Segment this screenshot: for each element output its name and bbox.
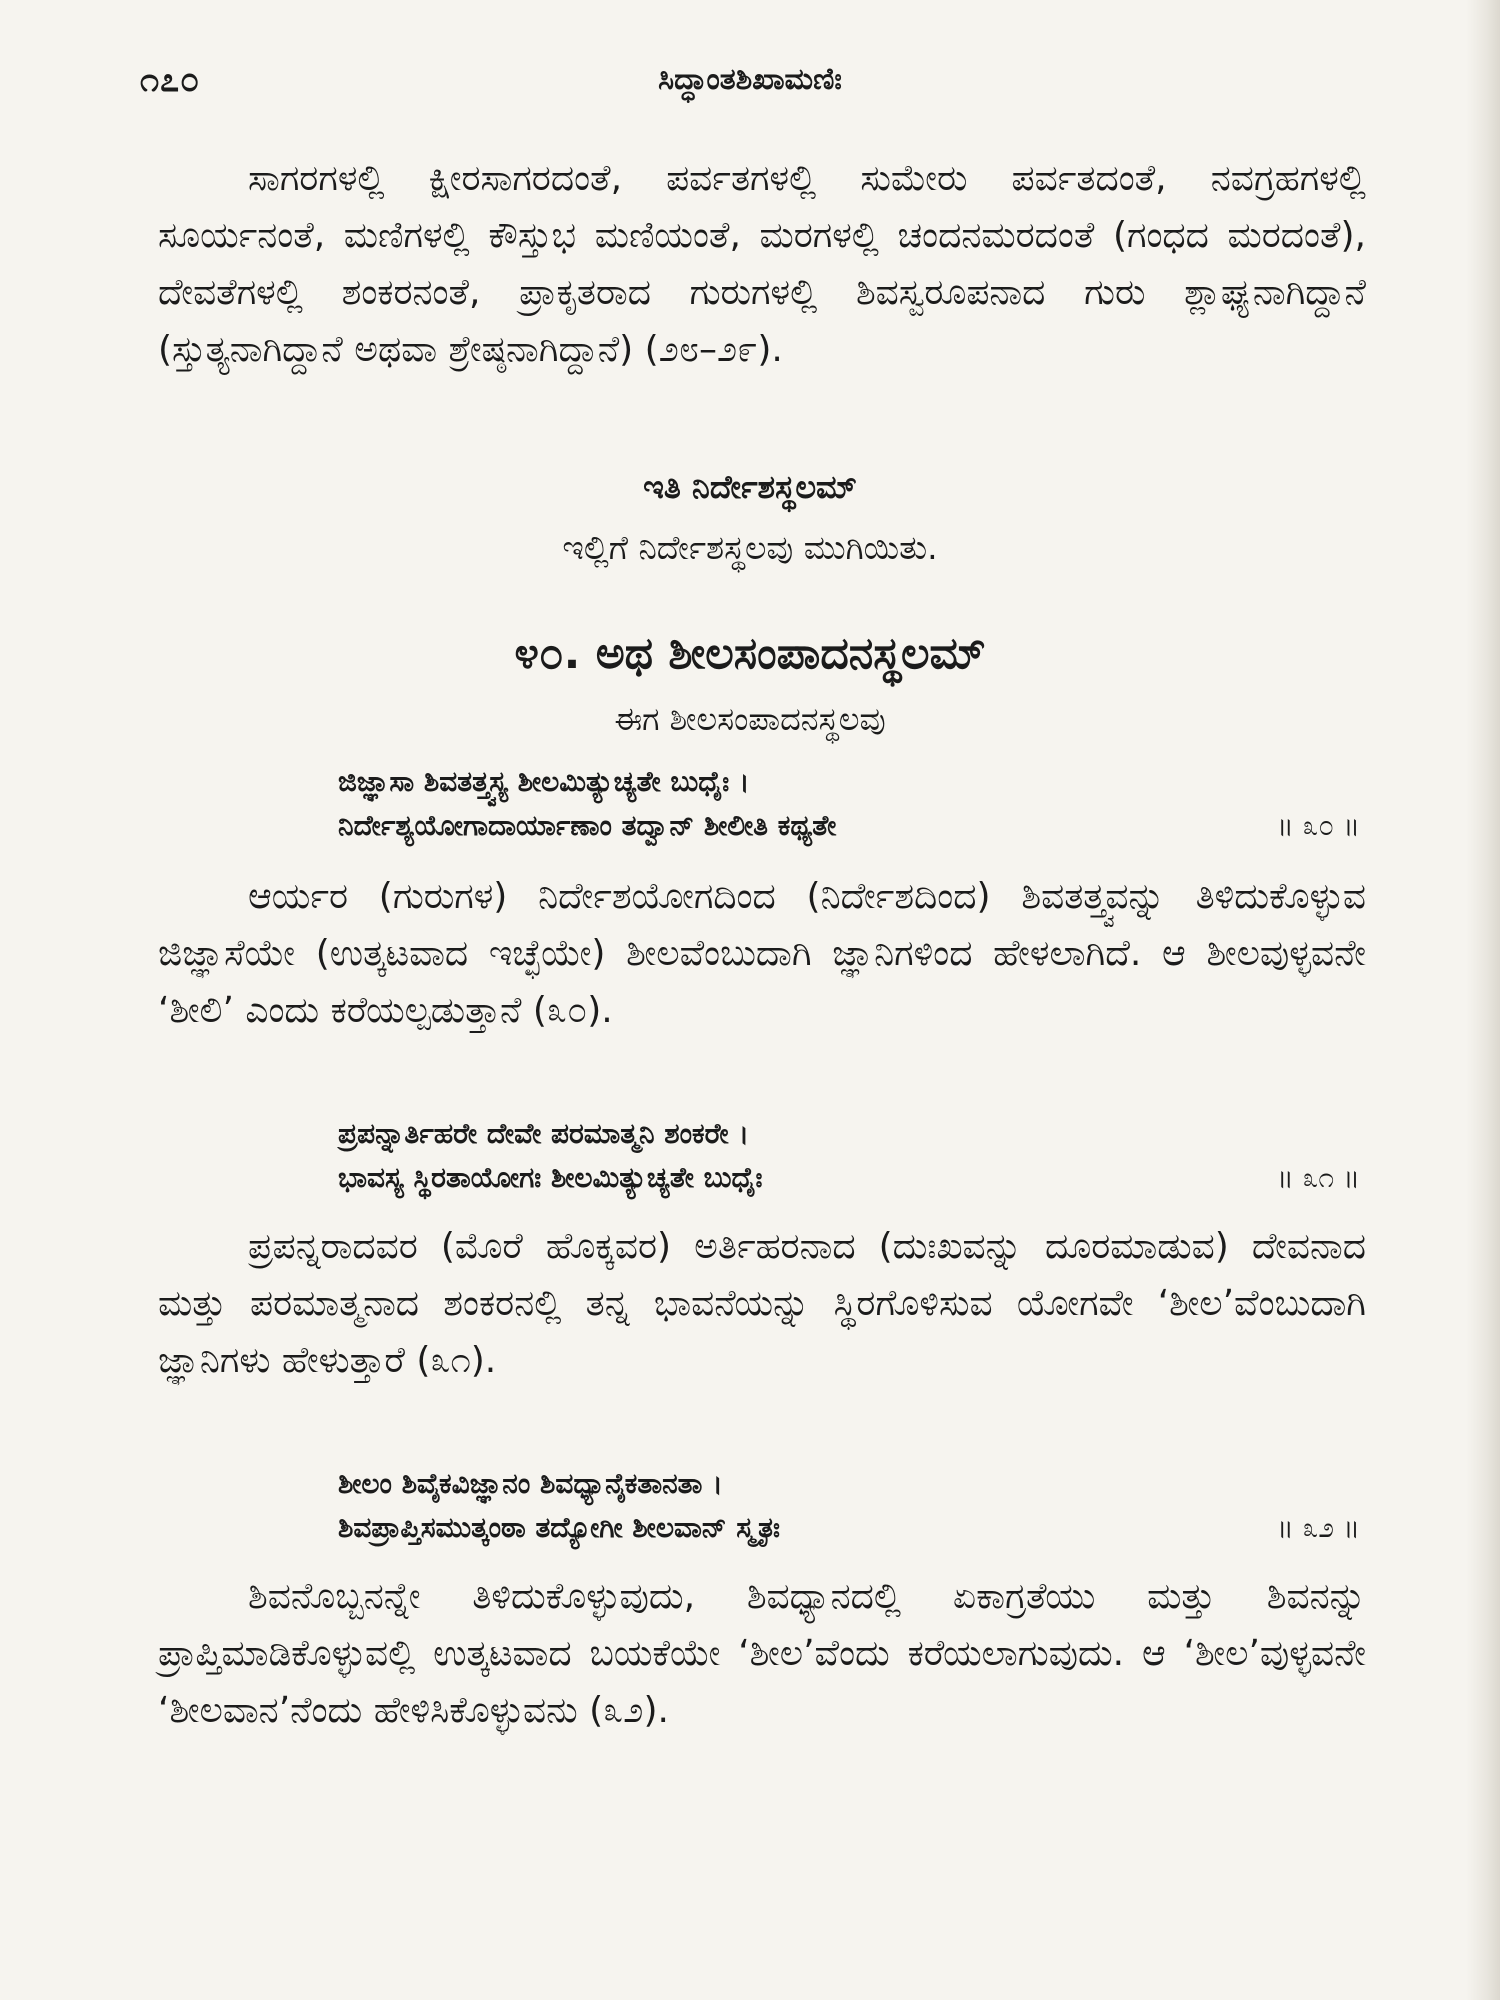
verse-32 [338, 1462, 1360, 1550]
verse-31 [338, 1112, 1360, 1200]
paragraph-text: ಸಾಗರಗಳಲ್ಲಿ ಕ್ಷೀರಸಾಗರದಂತೆ, ಪರ್ವತಗಳಲ್ಲಿ ಸುಮೇರು ಪರ್ವತದಂತೆ, ನವಗ್ರಹಗಳಲ್ಲಿ ಸೂರ್ಯನಂತೆ, ಮಣಿಗಳಲ್ಲಿ ಕೌಸ್ತುಭ ಮಣಿಯಂತೆ, ಮರಗಳಲ್ಲಿ ಚಂದನಮರದಂತೆ (ಗಂಧದ ಮರದಂತೆ), ದೇವತೆಗಳಲ್ಲಿ ಶಂಕರನಂತೆ, ಪ್ರಾಕೃತರಾದ ಗುರುಗಳಲ್ಲಿ ಶಿವಸ್ವರೂಪನಾದ ಗುರು ಶ್ಲಾಘ್ಯನಾಗಿದ್ದಾನೆ (ಸ್ತುತ್ಯನಾಗಿದ್ದಾನೆ ಅಥವಾ ಶ್ರೇಷ್ಠನಾಗಿದ್ದಾನೆ) (೨೮–೨೯). [158, 158, 1366, 370]
verse-line: ಜಿಜ್ಞಾಸಾ ಶಿವತತ್ತ್ವಸ್ಯ ಶೀಲಮಿತ್ಯುಚ್ಯತೇ ಬುಧೈಃ । [338, 765, 750, 798]
verse-line-text: ನಿರ್ದೇಶ್ಯಯೋಗಾದಾರ್ಯಾಣಾಂ ತದ್ವಾನ್ ಶೀಲೀತಿ ಕಥ್ಯತೇ [338, 809, 837, 842]
paragraph-text: ಶಿವನೊಬ್ಬನನ್ನೇ ತಿಳಿದುಕೊಳ್ಳುವುದು, ಶಿವಧ್ಯಾನದಲ್ಲಿ ಏಕಾಗ್ರತೆಯು ಮತ್ತು ಶಿವನನ್ನು ಪ್ರಾಪ್ತಿಮಾಡಿಕೊಳ್ಳುವಲ್ಲಿ ಉತ್ಕಟವಾದ ಬಯಕೆಯೇ ‘ಶೀಲ’ವೆಂದು ಕರೆಯಲಾಗುವುದು. ಆ ‘ಶೀಲ’ವುಳ್ಳವನೇ ‘ಶೀಲವಾನ’ನೆಂದು ಹೇಳಿಸಿಕೊಳ್ಳುವನು (೩೨). [158, 1576, 1366, 1731]
verse-line-numbered [338, 1506, 1360, 1550]
page-edge-shadow [1466, 0, 1500, 2000]
verse-number: ॥ ೩೧ ॥ [1276, 1161, 1360, 1194]
verse-line-numbered [338, 804, 1360, 848]
running-title: ಸಿದ್ಧಾಂತಶಿಖಾಮಣಿಃ [658, 62, 842, 97]
verse-line-text: ಭಾವಸ್ಯ ಸ್ಥಿರತಾಯೋಗಃ ಶೀಲಮಿತ್ಯುಚ್ಯತೇ ಬುಧೈಃ [338, 1161, 763, 1194]
paragraph-text: ಪ್ರಪನ್ನರಾದವರ (ಮೊರೆ ಹೊಕ್ಕವರ) ಅರ್ತಿಹರನಾದ (ದುಃಖವನ್ನು ದೂರಮಾಡುವ) ದೇವನಾದ ಮತ್ತು ಪರಮಾತ್ಮನಾದ ಶಂಕರನಲ್ಲಿ ತನ್ನ ಭಾವನೆಯನ್ನು ಸ್ಥಿರಗೊಳಿಸುವ ಯೋಗವೇ ‘ಶೀಲ’ವೆಂಬುದಾಗಿ ಜ್ಞಾನಿಗಳು ಹೇಳುತ್ತಾರೆ (೩೧). [158, 1226, 1366, 1381]
verse-line: ಶೀಲಂ ಶಿವೈಕವಿಜ್ಞಾನಂ ಶಿವಧ್ಯಾನೈಕತಾನತಾ । [338, 1467, 723, 1500]
verse-number: ॥ ೩೨ ॥ [1276, 1511, 1360, 1544]
colophon-kannada: ಇಲ್ಲಿಗೆ ನಿರ್ದೇಶಸ್ಥಲವು ಮುಗಿಯಿತು. [562, 528, 938, 567]
verse-line-text: ಶಿವಪ್ರಾಪ್ತಿಸಮುತ್ಕಂಠಾ ತದ್ಯೋಗೀ ಶೀಲವಾನ್ ಸ್ಮೃತಃ [338, 1511, 780, 1544]
page-header [140, 60, 1360, 108]
page-number: ೧೭೦ [140, 60, 201, 100]
verse-number: ॥ ೩೦ ॥ [1276, 809, 1360, 842]
section-title: ೪೦. ಅಥ ಶೀಲಸಂಪಾದನಸ್ಥಲಮ್ [514, 628, 986, 679]
section-subtitle: ಈಗ ಶೀಲಸಂಪಾದನಸ್ಥಲವು [614, 700, 886, 738]
verse-line: ಪ್ರಪನ್ನಾರ್ತಿಹರೇ ದೇವೇ ಪರಮಾತ್ಮನಿ ಶಂಕರೇ । [338, 1117, 750, 1150]
paragraph-text: ಆರ್ಯರ (ಗುರುಗಳ) ನಿರ್ದೇಶಯೋಗದಿಂದ (ನಿರ್ದೇಶದಿಂದ) ಶಿವತತ್ತ್ವವನ್ನು ತಿಳಿದುಕೊಳ್ಳುವ ಜಿಜ್ಞಾಸೆಯೇ (ಉತ್ಕಟವಾದ ಇಚ್ಛೆಯೇ) ಶೀಲವೆಂಬುದಾಗಿ ಜ್ಞಾನಿಗಳಿಂದ ಹೇಳಲಾಗಿದೆ. ಆ ಶೀಲವುಳ್ಳವನೇ ‘ಶೀಲಿ’ ಎಂದು ಕರೆಯಲ್ಪಡುತ್ತಾನೆ (೩೦). [158, 876, 1366, 1031]
verse-30 [338, 760, 1360, 848]
verse-line-numbered [338, 1156, 1360, 1200]
commentary-paragraph-31 [158, 1218, 1366, 1389]
commentary-paragraph-30 [158, 868, 1366, 1039]
colophon-sanskrit: ಇತಿ ನಿರ್ದೇಶಸ್ಥಲಮ್ [643, 468, 857, 506]
commentary-paragraph-28-29 [158, 150, 1366, 378]
commentary-paragraph-32 [158, 1568, 1366, 1739]
